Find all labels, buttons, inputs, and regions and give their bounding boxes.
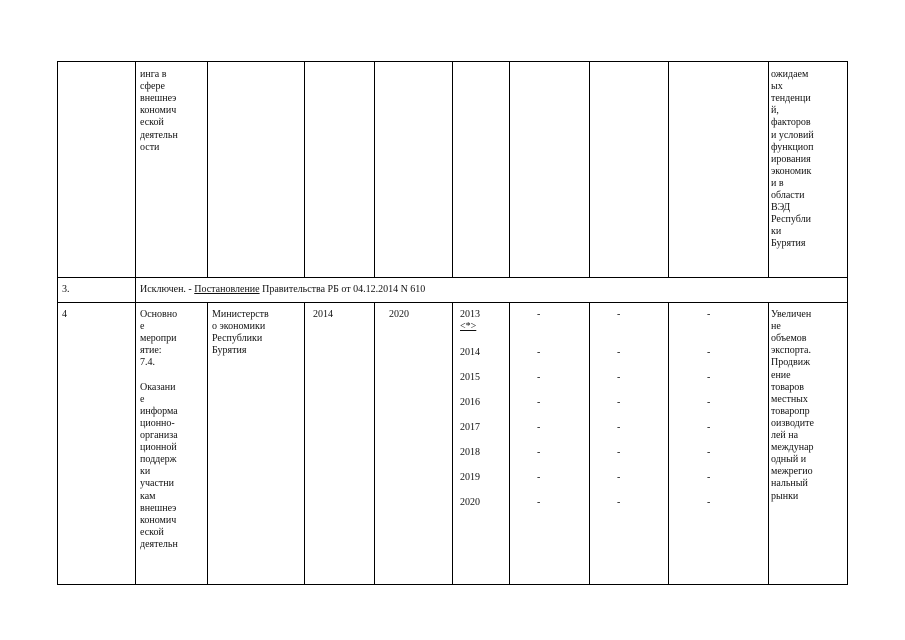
cell-text-line: деятельн	[140, 129, 178, 141]
cell-text-line: товаров	[771, 381, 804, 393]
cell-text-line: ожидаем	[771, 69, 809, 80]
cell-text-line: Республи	[771, 214, 811, 226]
table-border	[768, 61, 769, 277]
cell-text-line: одный и	[771, 454, 807, 466]
cell-text-line: товаропр	[771, 405, 810, 417]
cell-text-line: Увеличен	[771, 309, 812, 320]
cell-text-line: Республики	[212, 333, 263, 345]
cell-text-line: и условий	[771, 129, 814, 141]
cell-text-line: внешнеэ	[140, 502, 177, 514]
cell-text-line: тенденци	[771, 93, 811, 105]
table-border	[304, 61, 305, 277]
empty-value-dash: -	[537, 422, 541, 433]
year-value: 2013	[460, 309, 480, 320]
cell-text-line: кономич	[140, 105, 177, 117]
cell-text-line: ение	[771, 369, 791, 381]
empty-value-dash: -	[707, 397, 711, 408]
row-number: 4	[62, 309, 67, 320]
cell-text-line: междунар	[771, 442, 814, 454]
cell-text-line: е	[140, 321, 145, 333]
empty-value-dash: -	[617, 397, 621, 408]
empty-value-dash: -	[707, 422, 711, 433]
empty-value-dash: -	[617, 347, 621, 358]
row-number: 3.	[62, 284, 70, 295]
cell-text-line: кономич	[140, 514, 177, 526]
cell-text-line: межрегио	[771, 466, 813, 478]
empty-value-dash: -	[617, 309, 621, 320]
table-border	[509, 61, 510, 277]
year-value: 2018	[460, 447, 480, 458]
cell-text-line: Бурятия	[212, 345, 247, 357]
decree-link[interactable]: Постановление	[194, 284, 260, 295]
empty-value-dash: -	[537, 397, 541, 408]
empty-value-dash: -	[707, 497, 711, 508]
empty-value-dash: -	[537, 309, 541, 320]
cell-text-line: местных	[771, 393, 808, 405]
excluded-note	[140, 284, 425, 296]
cell-text-line: участни	[140, 478, 174, 490]
empty-value-dash: -	[707, 447, 711, 458]
empty-value-dash: -	[707, 347, 711, 358]
cell-text-line: инга в	[140, 69, 167, 80]
table-border	[589, 302, 590, 585]
cell-text-line: функциоп	[771, 141, 814, 153]
empty-value-dash: -	[537, 347, 541, 358]
year-value: 2016	[460, 397, 480, 408]
table-border	[452, 61, 453, 277]
empty-value-dash: -	[537, 497, 541, 508]
cell-text-line: сфере	[140, 81, 165, 93]
empty-value-dash: -	[617, 422, 621, 433]
empty-value-dash: -	[537, 372, 541, 383]
cell-text-line: и в	[771, 177, 784, 189]
cell-text-line: Министерств	[212, 309, 269, 320]
excluded-prefix: Исключен. -	[140, 284, 195, 295]
cell-text-line: экспорта.	[771, 345, 811, 357]
cell-text-line: ых	[771, 81, 783, 93]
cell-text-line: Бурятия	[771, 238, 806, 250]
table-border	[207, 61, 208, 277]
cell-text-line: лей на	[771, 430, 799, 441]
empty-value-dash: -	[537, 447, 541, 458]
cell-text-line: экономик	[771, 165, 812, 177]
cell-text-line: е	[140, 393, 145, 405]
table-border	[768, 302, 769, 585]
cell-text-line: ятие:	[140, 345, 162, 357]
cell-text-line: ВЭД	[771, 202, 791, 214]
cell-text-line: организа	[140, 430, 178, 441]
table-border	[135, 61, 136, 585]
empty-value-dash: -	[707, 372, 711, 383]
cell-text-line: меропри	[140, 333, 177, 345]
table-border	[57, 277, 848, 278]
table-border	[509, 302, 510, 585]
cell-text-line: деятельн	[140, 538, 178, 550]
cell-text-line: информа	[140, 405, 178, 417]
start-year: 2014	[313, 309, 333, 320]
cell-text-line: рынки	[771, 490, 799, 502]
table-border	[304, 302, 305, 585]
cell-text-line: еской	[140, 117, 164, 129]
year-value: 2020	[460, 497, 480, 508]
empty-value-dash: -	[537, 472, 541, 483]
year-value: 2019	[460, 472, 480, 483]
cell-text-line: поддерж	[140, 454, 177, 466]
excluded-suffix: Правительства РБ от 04.12.2014 N 610	[259, 284, 426, 295]
cell-text-line: кам	[140, 490, 156, 502]
table-border	[57, 61, 58, 585]
table-border	[452, 302, 453, 585]
table-border	[668, 61, 669, 277]
table-border	[374, 61, 375, 277]
cell-text-line: внешнеэ	[140, 93, 177, 105]
cell-text-line: ости	[140, 141, 160, 153]
table-border	[847, 61, 848, 585]
footnote-link[interactable]: <*>	[460, 321, 477, 332]
table-border	[374, 302, 375, 585]
cell-text-line: не	[771, 321, 781, 333]
cell-text-line: Основно	[140, 309, 178, 320]
table-border	[589, 61, 590, 277]
empty-value-dash: -	[617, 372, 621, 383]
empty-value-dash: -	[617, 497, 621, 508]
cell-text-line: ционной	[140, 442, 177, 454]
empty-value-dash: -	[707, 309, 711, 320]
year-value: 2017	[460, 422, 480, 433]
cell-text-line: ки	[771, 226, 782, 238]
cell-text-line: нальный	[771, 478, 808, 490]
cell-text-line: ционно-	[140, 417, 175, 429]
cell-text-line: ирования	[771, 153, 811, 165]
cell-text-line: й,	[771, 105, 779, 117]
empty-value-dash: -	[707, 472, 711, 483]
cell-text-line: еской	[140, 526, 164, 538]
empty-value-dash: -	[617, 472, 621, 483]
year-value: 2015	[460, 372, 480, 383]
table-border	[668, 302, 669, 585]
cell-text-line: оизводите	[771, 417, 814, 429]
cell-text-line: факторов	[771, 117, 811, 129]
year-value: 2014	[460, 347, 480, 358]
cell-text-line: ки	[140, 466, 151, 478]
empty-value-dash: -	[617, 447, 621, 458]
cell-text-line: области	[771, 190, 805, 201]
cell-text-line: 7.4.	[140, 357, 155, 369]
cell-text-line: Продвиж	[771, 357, 811, 369]
end-year: 2020	[389, 309, 409, 320]
cell-text-line: объемов	[771, 333, 807, 345]
table-border	[207, 302, 208, 585]
cell-text-line: о экономики	[212, 321, 266, 333]
cell-text-line: Оказани	[140, 381, 176, 393]
